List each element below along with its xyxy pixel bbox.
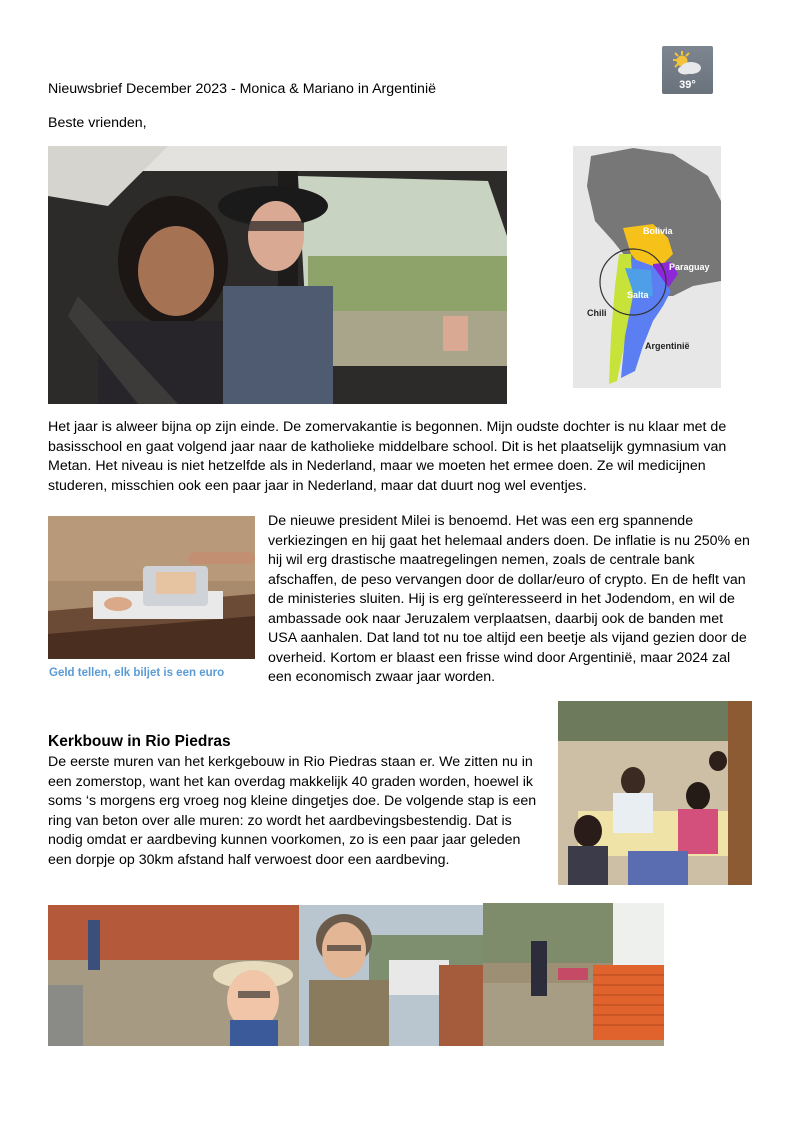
children-crafts-photo xyxy=(558,701,752,885)
money-photo-caption: Geld tellen, elk biljet is een euro xyxy=(49,667,225,679)
newsletter-title: Nieuwsbrief December 2023 - Monica & Mariano in Argentinië xyxy=(48,81,436,97)
worker-portrait-photo xyxy=(299,905,483,1046)
church-heading: Kerkbouw in Rio Piedras xyxy=(48,733,231,750)
south-america-map xyxy=(573,146,721,388)
temperature-label: 39° xyxy=(679,79,696,91)
church-paragraph: De eerste muren van het kerkgebouw in Rio Piedras staan er. We zitten nu in een zomerstop, want het kan overdag makkelijk 40 graden worden, hoewel ik soms ‘s morgens erg vroeg nog kleine dingetjes doe. De volgende stap is een ring van beton over alle muren: zo wordt het aardbevingsbestendig. Dat is nodig omdat er aardbeving kunnen voorkomen, zo is een paar jaar geleden een dorpje op 30km afstand half verwoest door een aardbeving. xyxy=(48,754,537,868)
bricks-photo xyxy=(483,903,664,1046)
car-selfie-photo xyxy=(48,146,507,404)
politics-paragraph: De nieuwe president Milei is benoemd. Het was een erg spannende verkiezingen en hij gaat het helemaal anders doen. De inflatie is nu 250% en hij wil erg drastische maatregelingen nemen, zoals de centrale bank afschaffen, de peso vervangen door de dollar/euro of crypto. En de heflt van de ministeries sluiten. Hij is erg geïnteresseerd in het Jodendom, en wil de ambassade ook naar Jeruzalem verplaatsen, daarbij ook de banden met USA aanhalen. Dat land tot nu toe altijd een beetje als vijand gezien door de overheid. Kortom er blaast een frisse wind door Argentinië, maar 2024 zal een economisch zwaar jaar worden. xyxy=(268,513,750,685)
map-label-chili: Chili xyxy=(587,308,607,318)
map-label-salta: Salta xyxy=(627,290,649,300)
greeting: Beste vrienden, xyxy=(48,115,147,131)
money-counting-photo xyxy=(48,516,255,659)
map-label-bolivia: Bolivia xyxy=(643,226,673,236)
map-label-argentinie: Argentinië xyxy=(645,341,690,351)
weather-widget xyxy=(662,46,713,94)
intro-paragraph: Het jaar is alweer bijna op zijn einde. De zomervakantie is begonnen. Mijn oudste dochter is nu klaar met de basisschool en gaat volgend jaar naar de katholieke middelbare school. Dit is het plaatselijk gymnasium van Metan. Het niveau is niet hetzelfde als in Nederland, maar we moeten het ermee doen. Ze wil medicijnen studeren, misschien ook een paar jaar in Nederland, maar dat duurt nog wel eventjes. xyxy=(48,419,727,494)
map-label-paraguay: Paraguay xyxy=(669,262,710,272)
sun-cloud-icon xyxy=(662,46,713,82)
church-walls-photo xyxy=(48,905,299,1046)
